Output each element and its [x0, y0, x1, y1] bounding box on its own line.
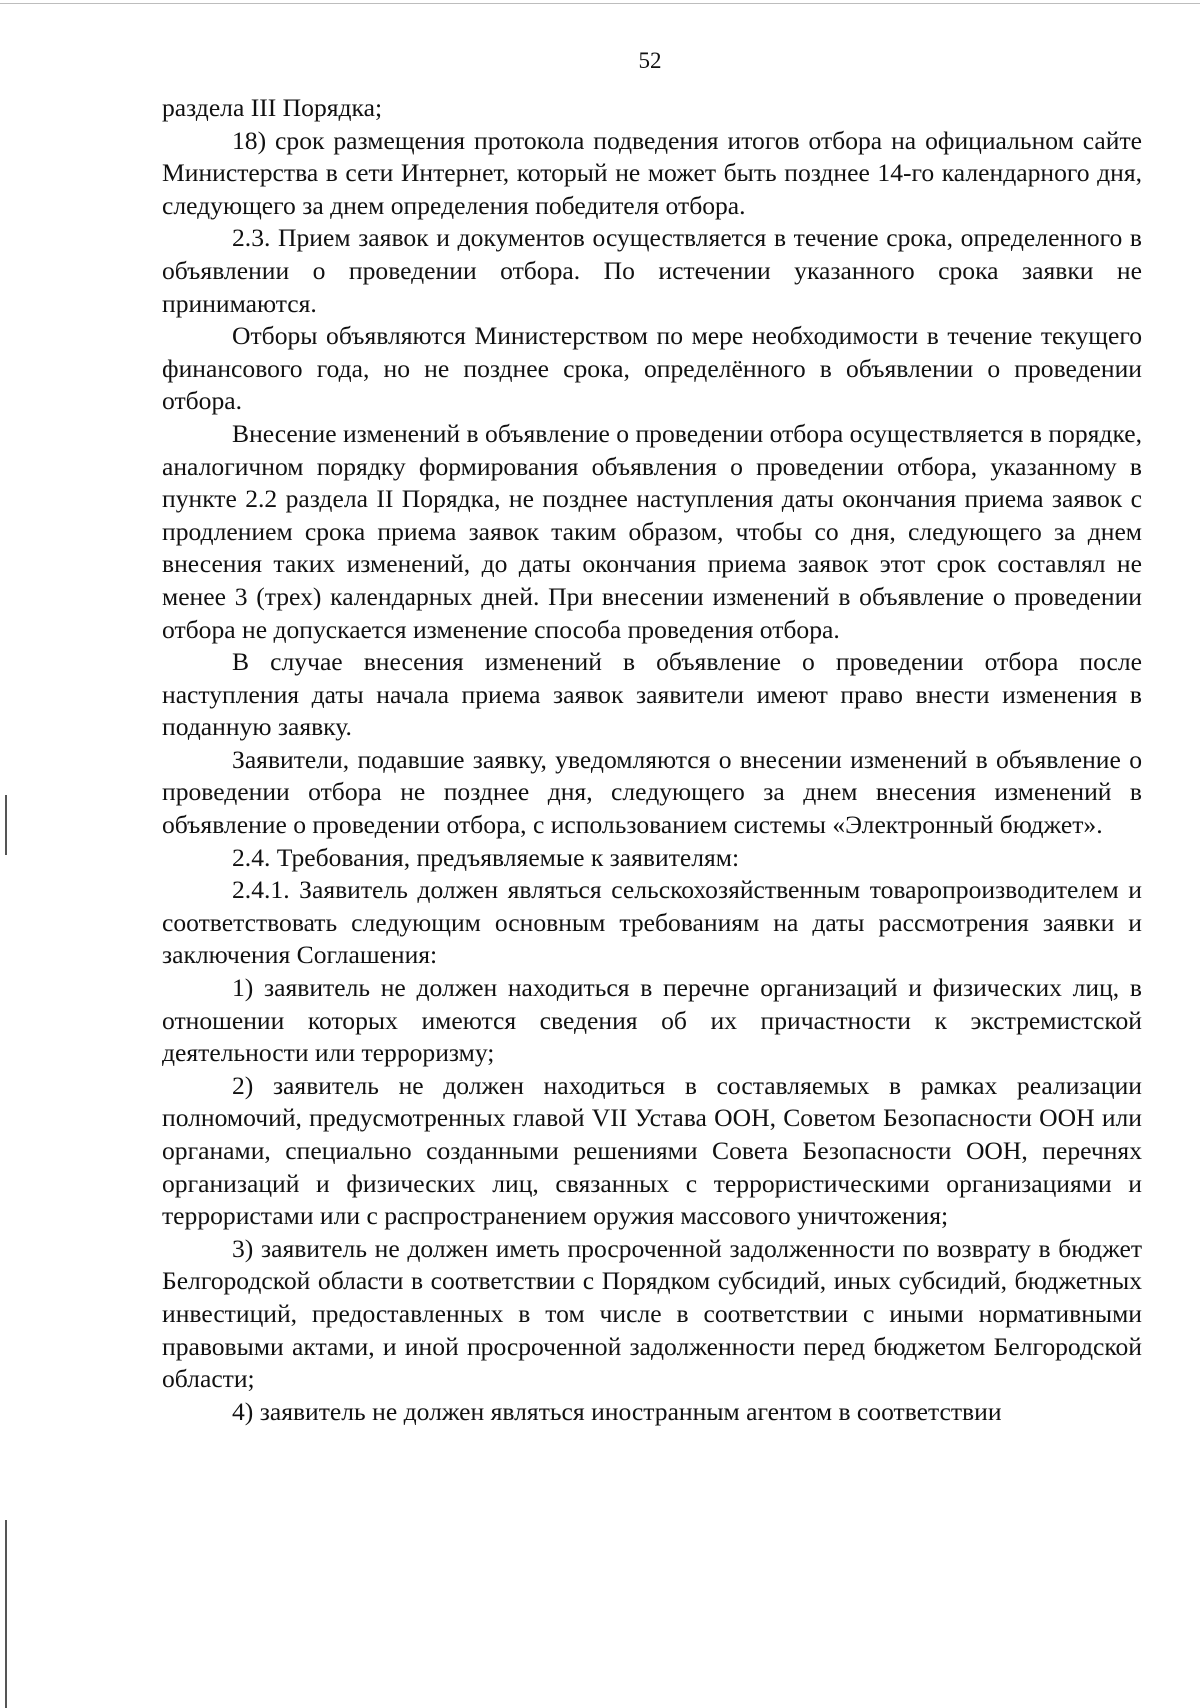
paragraph: Внесение изменений в объявление о проведении отбора осуществляется в порядке, аналогичном порядку формирования объявления о проведении отбора, указанному в пункте 2.2 раздела II Порядка, не позднее наступления даты окончания приема заявок с продлением срока приема заявок таким образом, чтобы со дня, следующего за днем внесения таких изменений, до даты окончания приема заявок этот срок составлял не менее 3 (трех) календарных дней. При внесении изменений в объявление о проведении отбора не допускается изменение способа проведения отбора.	[162, 418, 1142, 644]
paragraph: В случае внесения изменений в объявление о проведении отбора после наступления даты начала приема заявок заявители имеют право внести изменения в поданную заявку.	[162, 647, 1142, 742]
scan-margin-mark	[5, 795, 7, 855]
paragraph: 3) заявитель не должен иметь просроченной задолженности по возврату в бюджет Белгородской области в соответствии с Порядком субсидий, иных субсидий, бюджетных инвестиций, предоставленных в том числе в соответствии с иными нормативными правовыми актами, и иной просроченной задолженности перед бюджетом Белгородской области;	[162, 1233, 1142, 1394]
paragraph: 2.3. Прием заявок и документов осуществляется в течение срока, определенного в объявлении о проведении отбора. По истечении указанного срока заявки не принимаются.	[162, 223, 1142, 318]
paragraph: 18) срок размещения протокола подведения итогов отбора на официальном сайте Министерства в сети Интернет, который не может быть позднее 14-го календарного дня, следующего за днем определения победителя отбора.	[162, 125, 1142, 220]
paragraph: 1) заявитель не должен находиться в перечне организаций и физических лиц, в отношении которых имеются сведения об их причастности к экстремистской деятельности или терроризму;	[162, 973, 1142, 1068]
paragraph: 2.4. Требования, предъявляемые к заявителям:	[232, 842, 740, 872]
paragraph: 2) заявитель не должен находиться в составляемых в рамках реализации полномочий, предусмотренных главой VII Устава ООН, Советом Безопасности ООН или органами, специально созданными решениями Совета Безопасности ООН, перечнях организаций и физических лиц, связанных с террористическими организациями и террористами или с распространением оружия массового уничтожения;	[162, 1070, 1142, 1231]
scan-margin-mark	[5, 1520, 7, 1708]
paragraph: Отборы объявляются Министерством по мере необходимости в течение текущего финансового года, но не позднее срока, определённого в объявлении о проведении отбора.	[162, 321, 1142, 416]
page-number: 52	[638, 48, 662, 73]
paragraph: 2.4.1. Заявитель должен являться сельскохозяйственным товаропроизводителем и соответствовать следующим основным требованиям на даты рассмотрения заявки и заключения Соглашения:	[162, 875, 1142, 970]
paragraph: 4) заявитель не должен являться иностранным агентом в соответствии	[232, 1396, 1002, 1426]
paragraph: Заявители, подавшие заявку, уведомляются о внесении изменений в объявление о проведении отбора не позднее дня, следующего за днем внесения изменений в объявление о проведении отбора, с использованием системы «Электронный бюджет».	[162, 744, 1142, 840]
paragraph: раздела III Порядка;	[162, 93, 383, 122]
scan-edge-line	[0, 3, 1200, 4]
document-body	[162, 92, 1142, 1428]
